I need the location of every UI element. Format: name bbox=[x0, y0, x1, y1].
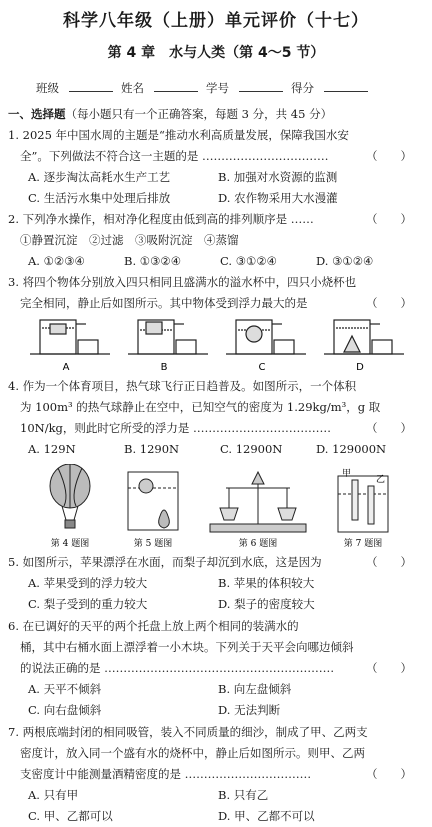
q6-option-a[interactable]: A. 天平不倾斜 bbox=[28, 682, 102, 696]
section-heading bbox=[8, 106, 332, 122]
q3-label-a: A bbox=[62, 362, 70, 373]
q4-stem-line1: 4. 作为一个体育项目，热气球飞行正日趋普及。如图所示，一个体积 bbox=[8, 379, 357, 393]
q4-option-b[interactable]: B. 1290N bbox=[124, 442, 180, 456]
q2-option-b[interactable]: B. ①③②④ bbox=[124, 254, 182, 268]
q2-option-d[interactable]: D. ③①②④ bbox=[316, 254, 374, 268]
q1-answer-paren[interactable]: （ ） bbox=[366, 149, 412, 163]
score-blank[interactable] bbox=[324, 80, 368, 92]
name-label: 姓名 bbox=[121, 81, 144, 95]
balance-figure bbox=[210, 472, 306, 532]
q7-answer-paren[interactable]: （ ） bbox=[366, 767, 412, 781]
q6-stem-line2: 桶，其中右桶水面上漂浮着一小木块。下列关于天平会向哪边倾斜 bbox=[20, 640, 354, 654]
q6-answer-paren[interactable]: （ ） bbox=[366, 661, 412, 675]
fig5-caption: 第 5 题图 bbox=[133, 539, 173, 549]
q1-stem-line2: 全”。下列做法不符合这一主题的是 …………………………… bbox=[20, 149, 329, 163]
q3-beaker-c bbox=[226, 320, 306, 354]
q3-beaker-d bbox=[324, 320, 404, 354]
q2-answer-paren[interactable]: （ ） bbox=[366, 212, 412, 226]
q6-option-d[interactable]: D. 无法判断 bbox=[218, 703, 281, 717]
question-6 bbox=[8, 616, 422, 721]
question-2 bbox=[8, 209, 422, 272]
student-info-line bbox=[36, 80, 368, 96]
q7-option-a[interactable]: A. 只有甲 bbox=[28, 788, 79, 802]
score-label: 得分 bbox=[291, 81, 314, 95]
figures-4-to-7 bbox=[20, 464, 420, 550]
fig7-caption: 第 7 题图 bbox=[343, 539, 383, 549]
q7-option-b[interactable]: B. 只有乙 bbox=[218, 788, 269, 802]
q3-figure bbox=[30, 312, 414, 374]
page-subtitle: 第 4 章 水与人类（第 4～5 节） bbox=[107, 45, 325, 61]
q4-option-c[interactable]: C. 12900N bbox=[220, 442, 283, 456]
q7-stem-line2: 密度计，放入同一个盛有水的烧杯中，静止后如图所示。则甲、乙两 bbox=[20, 746, 365, 760]
q5-option-a[interactable]: A. 苹果受到的浮力较大 bbox=[28, 576, 148, 590]
q3-label-b: B bbox=[160, 362, 168, 373]
q4-stem-line3: 10N/kg，则此时它所受的浮力是 ……………………………… bbox=[20, 421, 332, 435]
q3-answer-paren[interactable]: （ ） bbox=[366, 296, 412, 310]
q2-option-a[interactable]: A. ①②③④ bbox=[28, 254, 85, 268]
q4-answer-paren[interactable]: （ ） bbox=[366, 421, 412, 435]
q6-option-c[interactable]: C. 向右盘倾斜 bbox=[28, 703, 102, 717]
question-7-options-cd bbox=[8, 806, 422, 827]
q4-stem-line2: 为 100m³ 的热气球静止在空中，已知空气的密度为 1.29kg/m³，g 取 bbox=[20, 400, 381, 414]
q4-option-a[interactable]: A. 129N bbox=[28, 442, 76, 456]
class-blank[interactable] bbox=[69, 80, 113, 92]
yi-label: 乙 bbox=[376, 475, 386, 485]
question-7 bbox=[8, 722, 422, 806]
q3-beaker-a bbox=[30, 320, 110, 354]
q2-option-c[interactable]: C. ③①②④ bbox=[220, 254, 277, 268]
class-label: 班级 bbox=[36, 81, 59, 95]
section-label: 一、选择题 bbox=[8, 107, 66, 121]
q3-stem-line1: 3. 将四个物体分别放入四只相同且盛满水的溢水杯中，四只小烧杯也 bbox=[8, 275, 357, 289]
q3-stem-line2: 完全相同，静止后如图所示。其中物体受到浮力最大的是 bbox=[20, 296, 308, 310]
q5-answer-paren[interactable]: （ ） bbox=[366, 555, 412, 569]
fig6-caption: 第 6 题图 bbox=[238, 539, 278, 549]
apple-pear-beaker-figure bbox=[128, 472, 178, 530]
q7-stem-line1: 7. 两根底端封闭的相同吸管，装入不同质量的细沙，制成了甲、乙两支 bbox=[8, 725, 368, 739]
q1-option-b[interactable]: B. 加强对水资源的监测 bbox=[218, 170, 338, 184]
q7-option-c[interactable]: C. 甲、乙都可以 bbox=[28, 809, 113, 823]
q1-option-c[interactable]: C. 生活污水集中处理后排放 bbox=[28, 191, 171, 205]
question-5 bbox=[8, 552, 422, 615]
q5-option-c[interactable]: C. 梨子受到的重力较大 bbox=[28, 597, 148, 611]
q2-stem: 2. 下列净水操作，相对净化程度由低到高的排列顺序是 …… bbox=[8, 212, 314, 226]
q1-option-a[interactable]: A. 逐步淘汰高耗水生产工艺 bbox=[28, 170, 171, 184]
fig4-caption: 第 4 题图 bbox=[50, 539, 90, 549]
page-title: 科学八年级（上册）单元评价（十七） bbox=[63, 11, 369, 31]
q4-option-d[interactable]: D. 129000N bbox=[316, 442, 387, 456]
q5-stem: 5. 如图所示，苹果漂浮在水面，而梨子却沉到水底，这是因为 bbox=[8, 555, 322, 569]
q1-stem-line1: 1. 2025 年中国水周的主题是“推动水利高质量发展，保障我国水安 bbox=[8, 128, 349, 142]
section-note: （每小题只有一个正确答案，每题 3 分，共 45 分） bbox=[65, 107, 333, 121]
id-blank[interactable] bbox=[239, 80, 283, 92]
q3-label-d: D bbox=[356, 362, 364, 373]
id-label: 学号 bbox=[206, 81, 229, 95]
q3-beaker-b bbox=[128, 320, 208, 354]
q6-stem-line3: 的说法正确的是 …………………………………………………… bbox=[20, 661, 335, 675]
q5-option-b[interactable]: B. 苹果的体积较大 bbox=[218, 576, 315, 590]
q1-option-d[interactable]: D. 农作物采用大水漫灌 bbox=[218, 191, 338, 205]
q7-stem-line3: 支密度计中能测量酒精密度的是 …………………………… bbox=[20, 767, 312, 781]
question-4 bbox=[8, 376, 422, 460]
q3-label-c: C bbox=[258, 362, 266, 373]
name-blank[interactable] bbox=[154, 80, 198, 92]
q6-option-b[interactable]: B. 向左盘倾斜 bbox=[218, 682, 292, 696]
q5-option-d[interactable]: D. 梨子的密度较大 bbox=[218, 597, 315, 611]
q2-items: ①静置沉淀 ②过滤 ③吸附沉淀 ④蒸馏 bbox=[20, 233, 239, 247]
hot-air-balloon-figure bbox=[50, 464, 90, 528]
question-1 bbox=[8, 125, 422, 209]
question-3 bbox=[8, 272, 422, 314]
jia-label: 甲 bbox=[342, 469, 352, 479]
q7-option-d[interactable]: D. 甲、乙都不可以 bbox=[218, 809, 315, 823]
q6-stem-line1: 6. 在已调好的天平的两个托盘上放上两个相同的装满水的 bbox=[8, 619, 299, 633]
